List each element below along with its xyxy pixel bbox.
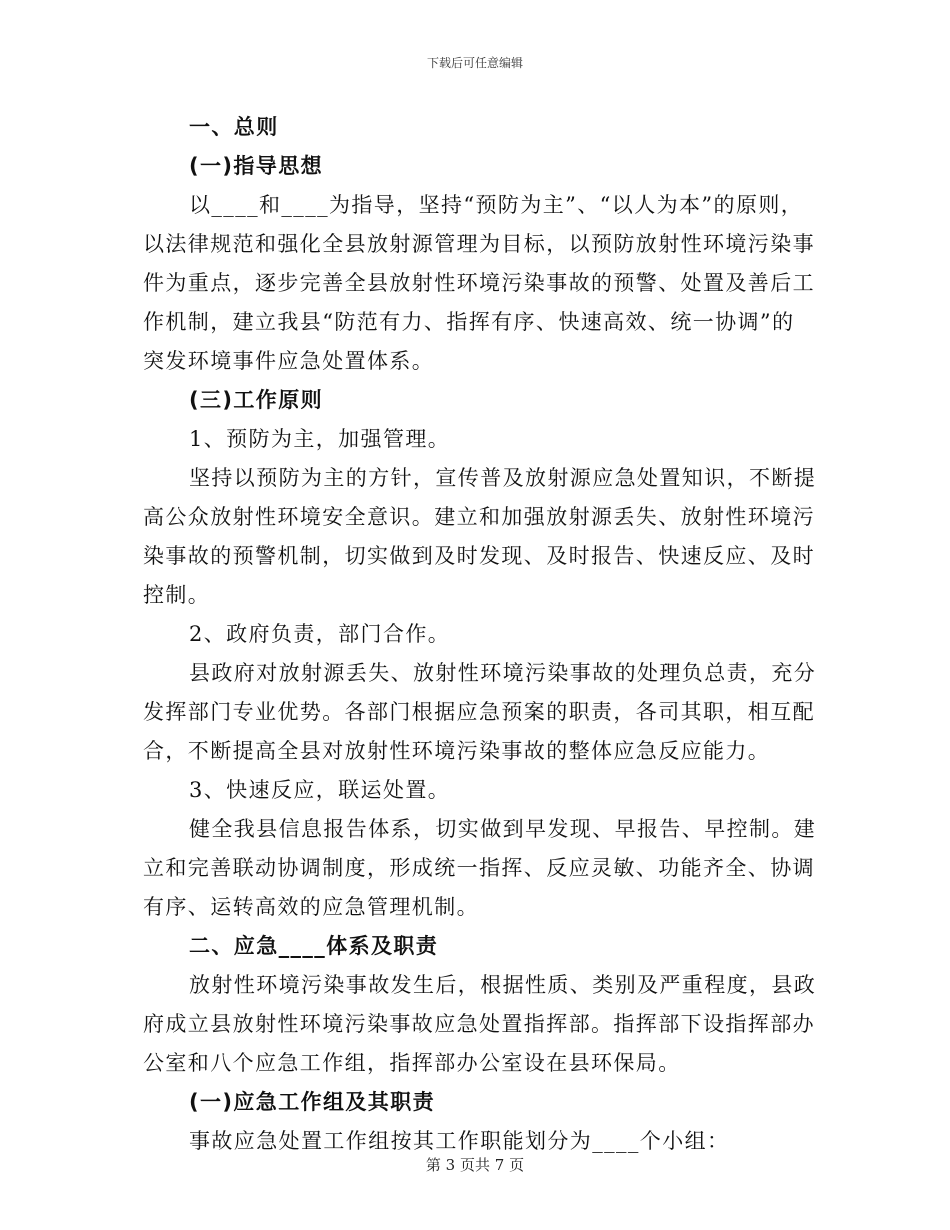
paragraph-line: 府成立县放射性环境污染事故应急处置指挥部。指挥部下设指挥部办: [143, 1012, 815, 1036]
document-body: [143, 108, 817, 1161]
paragraph-line: 合，不断提高全县对放射性环境污染事故的整体应急反应能力。: [143, 739, 771, 763]
principle-item-2: 2、政府负责，部门合作。: [189, 622, 451, 646]
paragraph-line: 坚持以预防为主的方针，宣传普及放射源应急处置知识，不断提: [189, 466, 817, 490]
subheading-work-principles: (三)工作原则: [189, 388, 323, 412]
paragraph-line: 健全我县信息报告体系，切实做到早发现、早报告、早控制。建: [189, 817, 817, 841]
section-heading-emergency-system: 二、应急____体系及职责: [189, 934, 439, 958]
paragraph-line: 有序、运转高效的应急管理机制。: [143, 895, 479, 919]
paragraph-line: 染事故的预警机制，切实做到及时发现、及时报告、快速反应、及时: [143, 544, 815, 568]
paragraph-line: 立和完善联动协调制度，形成统一指挥、反应灵敏、功能齐全、协调: [143, 856, 815, 880]
paragraph-line: 以____和____为指导，坚持“预防为主”、“以人为本”的原则，: [189, 193, 804, 217]
subheading-work-groups: (一)应急工作组及其职责: [189, 1090, 435, 1114]
paragraph-line: 高公众放射性环境安全意识。建立和加强放射源丢失、放射性环境污: [143, 505, 815, 529]
paragraph-line: 突发环境事件应急处置体系。: [143, 349, 435, 373]
principle-item-1: 1、预防为主，加强管理。: [189, 427, 451, 451]
page-header-note: 下载后可任意编辑: [426, 56, 523, 70]
paragraph-line: 县政府对放射源丢失、放射性环境污染事故的处理负总责，充分: [189, 661, 817, 685]
subheading-guiding-ideology: (一)指导思想: [189, 154, 323, 178]
page-number-footer: 第 3 页共 7 页: [425, 1156, 525, 1174]
paragraph-line: 控制。: [143, 583, 211, 607]
paragraph-line: 作机制，建立我县“防范有力、指挥有序、快速高效、统一协调”的: [143, 310, 795, 334]
paragraph-line: 放射性环境污染事故发生后，根据性质、类别及严重程度，县政: [189, 973, 817, 997]
section-heading-general: 一、总则: [189, 115, 279, 139]
paragraph-line: 发挥部门专业优势。各部门根据应急预案的职责，各司其职，相互配: [143, 700, 815, 724]
paragraph-line: 件为重点，逐步完善全县放射性环境污染事故的预警、处置及善后工: [143, 271, 815, 295]
paragraph-line: 以法律规范和强化全县放射源管理为目标，以预防放射性环境污染事: [143, 232, 815, 256]
paragraph-line: 事故应急处置工作组按其工作职能划分为____个小组：: [189, 1129, 730, 1153]
paragraph-line: 公室和八个应急工作组，指挥部办公室设在县环保局。: [143, 1051, 681, 1075]
principle-item-3: 3、快速反应，联运处置。: [189, 778, 451, 802]
